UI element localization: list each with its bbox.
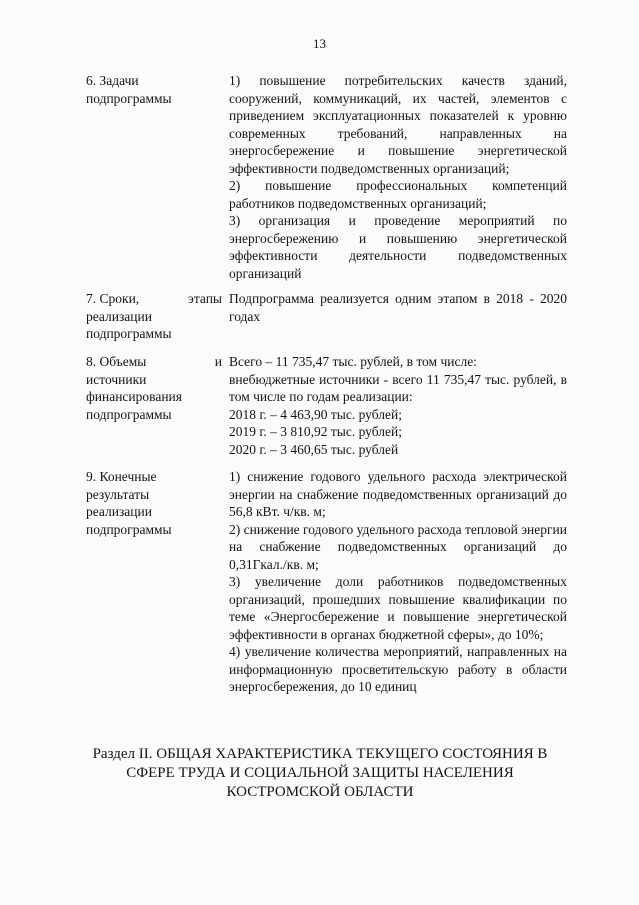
content-paragraph: 2020 г. – 3 460,65 тыс. рублей [229,441,399,457]
row-label-line: результаты [86,486,150,502]
row-content [229,290,567,325]
row-label-line: подпрограммы [86,326,172,341]
row-label-trailing: и [214,354,222,369]
row-label-line: реализации [86,308,152,324]
section-heading-line: КОСТРОМСКОЙ ОБЛАСТИ [226,784,414,800]
content-paragraph: 4) увеличение количества мероприятий, направленных на информационную просветительскую работу в области энергосбережения, до 10 единиц [229,644,567,694]
row-content [229,72,567,282]
row-label-line: 6. Задачи [86,73,139,88]
content-paragraph: 2) снижение годового удельного расхода тепловой энергии на снабжение подведомственных организаций до 0,31Гкал./кв. м; [229,521,567,572]
section-heading-line: СФЕРЕ ТРУДА И СОЦИАЛЬНОЙ ЗАЩИТЫ НАСЕЛЕНИЯ [126,765,514,781]
content-paragraph: внебюджетные источники - всего 11 735,47 тыс. рублей, в том числе по годам реализации: [229,371,567,404]
content-paragraph: 3) увеличение доли работников подведомственных организаций, прошедших повышение квалификации по теме «Энергосбережение и повышение энергетической эффективности в органах бюджетной сферы», до 10%; [229,574,567,642]
content-paragraph: Подпрограмма реализуется одним этапом в 2018 - 2020 годах [229,291,567,324]
row-label-line: финансирования [86,389,182,404]
row-content [229,353,567,458]
row-label-text: 8. Объемы [86,354,147,369]
content-paragraph: 2019 г. – 3 810,92 тыс. рублей; [229,424,402,439]
row-content [229,468,567,696]
content-paragraph: 1) повышение потребительских качеств зданий, сооружений, коммуникаций, их частей, элементов с приведением эксплуатационных показателей к уровню современных требований, направленных на энергосбережение и повышение энергетической эффективности подведомственных организаций; [229,73,567,176]
row-label-line [86,290,222,308]
content-paragraph: 1) снижение годового удельного расхода электрической энергии на снабжение подведомственных организаций до 56,8 кВт. ч/кв. м; [229,469,567,519]
row-label-text: 7. Сроки, [86,291,140,306]
content-paragraph: Всего – 11 735,47 тыс. рублей, в том числе: [229,354,477,369]
row-label [86,468,222,538]
row-label-line: 9. Конечные [86,469,157,484]
row-label [86,290,222,343]
row-label-line: подпрограммы [86,90,172,106]
row-label-line: подпрограммы [86,406,172,422]
row-label-trailing: этапы [188,291,222,306]
content-paragraph: 2018 г. – 4 463,90 тыс. рублей; [229,406,402,422]
content-paragraph: 2) повышение профессиональных компетенций работников подведомственных организаций; [229,178,567,211]
section-heading [60,745,580,802]
row-label-line: подпрограммы [86,521,172,537]
row-label [86,353,222,423]
row-label-line: источники [86,371,147,387]
row-label-line: реализации [86,504,152,519]
section-heading-line: Раздел II. ОБЩАЯ ХАРАКТЕРИСТИКА ТЕКУЩЕГО СОСТОЯНИЯ В [92,746,548,762]
row-label [86,72,222,107]
row-label-line [86,353,222,371]
content-paragraph: 3) организация и проведение мероприятий по энергосбережению и повышению энергетической эффективности деятельности подведомственных организаций [229,213,567,281]
page-number: 13 [313,36,326,51]
